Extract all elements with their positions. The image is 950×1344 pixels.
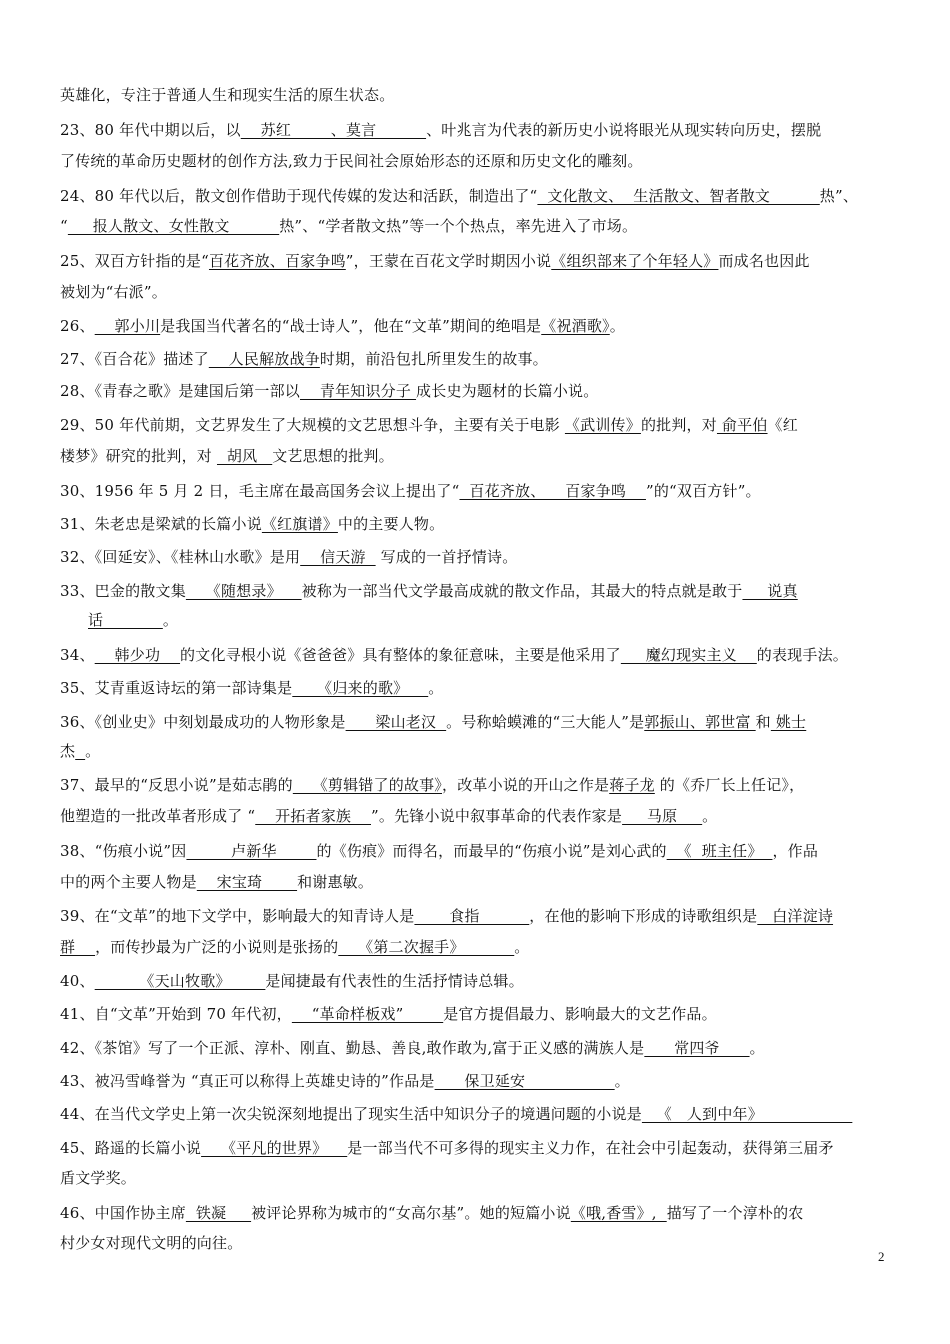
text-span: 34、: [60, 646, 95, 664]
text-line: [60, 1004, 894, 1024]
text-span: 和: [755, 713, 771, 731]
text-span: 38、“伤痕小说”因: [60, 842, 187, 860]
text-span: 39、在“文革”的地下文学中，影响最大的知青诗人是: [60, 907, 415, 925]
text-span: 热”、: [819, 187, 859, 205]
text-line: [60, 1138, 894, 1158]
text-span: ，而传抄最为广泛的小说则是张扬的: [95, 938, 339, 956]
answer-blank: “革命样板戏”: [291, 1005, 444, 1023]
text-line: [60, 151, 894, 171]
text-span: 文艺思想的批判。: [272, 447, 394, 465]
text-line: [60, 216, 894, 236]
answer-blank: 食指: [414, 907, 530, 925]
text-span: 的《乔厂长上任记》，: [654, 776, 805, 794]
answer-blank: 开拓者家族: [255, 807, 371, 825]
text-span: 热”、“学者散文热”等一个个热点，率先进入了市场。: [279, 217, 638, 235]
text-span: 是一部当代不可多得的现实主义力作，在社会中引起轰动，获得第三届矛: [347, 1139, 834, 1157]
text-span: 《红: [767, 416, 798, 434]
text-span: 33、巴金的散文集: [60, 582, 186, 600]
text-span: 被评论界称为城市的“女高尔基”。她的短篇小说: [251, 1204, 571, 1222]
answer-blank: 姚士: [770, 713, 807, 731]
text-span: 写成的一首抒情诗。: [375, 548, 518, 566]
text-span: 、叶兆言为代表的新历史小说将眼光从现实转向历史，摆脱: [426, 121, 822, 139]
text-span: 是我国当代著名的“战士诗人”，他在“文革”期间的绝唱是: [160, 317, 542, 335]
text-span: 45、路遥的长篇小说: [60, 1139, 202, 1157]
text-span: ”，王蒙在百花文学时期因小说: [345, 252, 552, 270]
text-span: 29、50 年代前期，文艺界发生了大规模的文艺思想斗争，主要有关于电影: [60, 416, 565, 434]
text-span: 。: [614, 1072, 630, 1090]
text-span: 43、被冯雪峰誉为 “真正可以称得上英雄史诗的”作品是: [60, 1072, 435, 1090]
text-span: 。号称蛤蟆滩的“三大能人”是: [446, 713, 645, 731]
text-span: 成长史为题材的长篇小说。: [416, 382, 599, 400]
answer-blank: 《天山牧歌》: [94, 972, 266, 990]
text-span: 被称为一部当代文学最高成就的散文作品，其最大的特点就是敢于: [301, 582, 743, 600]
text-line: [60, 85, 894, 105]
answer-blank: 马原: [622, 807, 703, 825]
answer-blank: 话: [88, 611, 163, 629]
text-line: [60, 1071, 894, 1091]
text-span: ，在他的影响下形成的诗歌组织是: [529, 907, 758, 925]
text-span: 时期，前沿包扎所里发生的故事。: [319, 350, 548, 368]
text-span: 杰: [60, 742, 76, 760]
answer-blank: 报人散文、女性散文: [67, 217, 280, 235]
answer-blank: 群: [60, 938, 96, 956]
text-span: 40、: [60, 972, 95, 990]
answer-blank: 《第二次握手》: [338, 938, 515, 956]
answer-blank: 宋宝琦: [196, 873, 298, 891]
answer-blank: 卢新华: [186, 842, 317, 860]
text-span: 被划为“右派”。: [60, 283, 167, 301]
answer-blank: 郭小川: [94, 317, 161, 335]
text-line: [60, 678, 894, 698]
text-line: [60, 906, 894, 926]
text-line: [60, 937, 894, 957]
text-span: 是官方提倡最力、影响最大的文艺作品。: [443, 1005, 717, 1023]
answer-blank: 人民解放战争: [208, 350, 320, 368]
answer-blank: 《剪辑错了的故事》: [292, 776, 443, 794]
text-span: 30、1956 年 5 月 2 日，毛主席在最高国务会议上提出了“: [60, 482, 460, 500]
text-span: 28、《青春之歌》是建国后第一部以: [60, 382, 300, 400]
text-span: 。: [162, 611, 179, 629]
answer-blank: 百花齐放、百家争鸣: [208, 252, 346, 270]
text-line: [60, 1038, 894, 1058]
answer-blank: 铁凝: [185, 1204, 252, 1222]
text-span: 25、双百方针指的是“: [60, 252, 209, 270]
text-span: 31、朱老忠是梁斌的长篇小说: [60, 515, 262, 533]
text-span: ”的“双百方针”。: [645, 482, 761, 500]
answer-blank: 文化散文、 生活散文、智者散文: [537, 187, 820, 205]
answer-blank: 苏红 、莫言: [240, 121, 427, 139]
text-span: 他塑造的一批改革者形成了 “: [60, 807, 256, 825]
text-line: [60, 645, 894, 665]
text-line: [60, 381, 894, 401]
answer-blank: 俞平伯: [716, 416, 768, 434]
answer-blank: 百花齐放、 百家争鸣: [459, 482, 646, 500]
text-span: 的批判，对: [640, 416, 717, 434]
text-span: 的《伤痕》而得名，而最早的“伤痕小说”是刘心武的: [316, 842, 667, 860]
text-line: [60, 481, 894, 501]
text-span: 46、中国作协主席: [60, 1204, 186, 1222]
answer-blank: 信天游: [300, 548, 376, 566]
answer-blank: 保卫延安: [434, 1072, 615, 1090]
text-line: [60, 1233, 894, 1253]
answer-blank: 青年知识分子: [300, 382, 417, 400]
answer-blank: 《武训传》: [564, 416, 641, 434]
text-line: [60, 251, 894, 271]
answer-blank: 《组织部来了个年轻人》: [551, 252, 719, 270]
page-number: 2: [878, 1249, 885, 1264]
text-span: 44、在当代文学史上第一次尖锐深刻地提出了现实生活中知识分子的境遇问题的小说是: [60, 1105, 642, 1123]
text-span: 。: [609, 317, 625, 335]
text-span: ，作品: [772, 842, 819, 860]
text-span: 37、最早的“反思小说”是茹志鹃的: [60, 776, 293, 794]
answer-blank: 《 人到中年》: [641, 1105, 853, 1123]
answer-blank: 《平凡的世界》: [201, 1139, 348, 1157]
text-span: ，改革小说的开山之作是: [442, 776, 610, 794]
text-span: 楼梦》研究的批判，对: [60, 447, 217, 465]
text-span: 盾文学奖。: [60, 1169, 137, 1187]
answer-blank: 郭振山、郭世富: [644, 713, 756, 731]
text-span: 42、《茶馆》写了一个正派、淳朴、刚直、勤恳、善良,敢作敢为,富于正义感的满族人是: [60, 1039, 645, 1057]
text-span: 36、《创业史》中刻划最成功的人物形象是: [60, 713, 346, 731]
text-line: [60, 872, 894, 892]
text-span: 是闻捷最有代表性的生活抒情诗总辑。: [265, 972, 524, 990]
text-line: [60, 316, 894, 336]
text-line: [88, 610, 922, 630]
text-span: 村少女对现代文明的向往。: [60, 1234, 243, 1252]
text-span: “: [60, 217, 68, 235]
text-line: [60, 741, 894, 761]
text-span: 。: [749, 1039, 765, 1057]
answer-blank: 蒋子龙: [609, 776, 655, 794]
text-line: [60, 1104, 894, 1124]
answer-blank: 说真: [742, 582, 798, 600]
text-span: 。: [85, 742, 101, 760]
text-span: 23、80 年代中期以后，以: [60, 121, 241, 139]
text-line: [60, 1168, 894, 1188]
text-span: 32、《回延安》、《桂林山水歌》是用: [60, 548, 301, 566]
text-line: [60, 806, 894, 826]
answer-blank: 胡风: [216, 447, 273, 465]
text-span: 27、《百合花》描述了: [60, 350, 209, 368]
text-span: 而成名也因此: [718, 252, 810, 270]
answer-blank: 梁山老汉: [345, 713, 447, 731]
text-span: 。: [514, 938, 530, 956]
text-span: 中的主要人物。: [337, 515, 445, 533]
text-line: [60, 120, 894, 140]
answer-blank: 常四爷: [644, 1039, 750, 1057]
answer-blank: 《哦,香雪》,: [570, 1204, 667, 1222]
text-line: [60, 581, 894, 601]
answer-blank: 《红旗谱》: [261, 515, 338, 533]
text-line: [60, 841, 894, 861]
text-span: 24、80 年代以后，散文创作借助于现代传媒的发达和活跃，制造出了“: [60, 187, 538, 205]
text-span: 中的两个主要人物是: [60, 873, 197, 891]
text-line: [60, 282, 894, 302]
answer-blank: 《归来的歌》: [292, 679, 429, 697]
text-span: 描写了一个淳朴的农: [666, 1204, 804, 1222]
text-line: [60, 349, 894, 369]
text-span: 的文化寻根小说《爸爸爸》具有整体的象征意味，主要是他采用了: [180, 646, 621, 664]
answer-blank: 韩少功: [94, 646, 181, 664]
text-span: 和谢惠敏。: [297, 873, 374, 891]
text-line: [60, 971, 894, 991]
answer-blank: 《祝酒歌》: [541, 317, 610, 335]
text-line: [60, 186, 894, 206]
text-line: [60, 446, 894, 466]
text-span: 英雄化，专注于普通人生和现实生活的原生状态。: [60, 86, 395, 104]
text-line: [60, 415, 894, 435]
text-span: 的表现手法。: [756, 646, 848, 664]
text-span: 41、自“文革”开始到 70 年代初，: [60, 1005, 292, 1023]
text-line: [60, 547, 894, 567]
text-span: 。: [702, 807, 718, 825]
text-line: [60, 775, 894, 795]
answer-blank: [75, 742, 85, 760]
text-line: [60, 712, 894, 732]
text-span: 35、艾青重返诗坛的第一部诗集是: [60, 679, 293, 697]
text-span: 。: [428, 679, 444, 697]
text-line: [60, 1203, 894, 1223]
text-span: 了传统的革命历史题材的创作方法,致力于民间社会原始形态的还原和历史文化的雕刻。: [60, 152, 643, 170]
answer-blank: 魔幻现实主义: [620, 646, 757, 664]
text-span: 26、: [60, 317, 95, 335]
text-span: ”。先锋小说中叙事革命的代表作家是: [371, 807, 623, 825]
answer-blank: 《随想录》: [185, 582, 302, 600]
answer-blank: 白洋淀诗: [757, 907, 834, 925]
answer-blank: 《 班主任》: [666, 842, 773, 860]
text-line: [60, 514, 894, 534]
